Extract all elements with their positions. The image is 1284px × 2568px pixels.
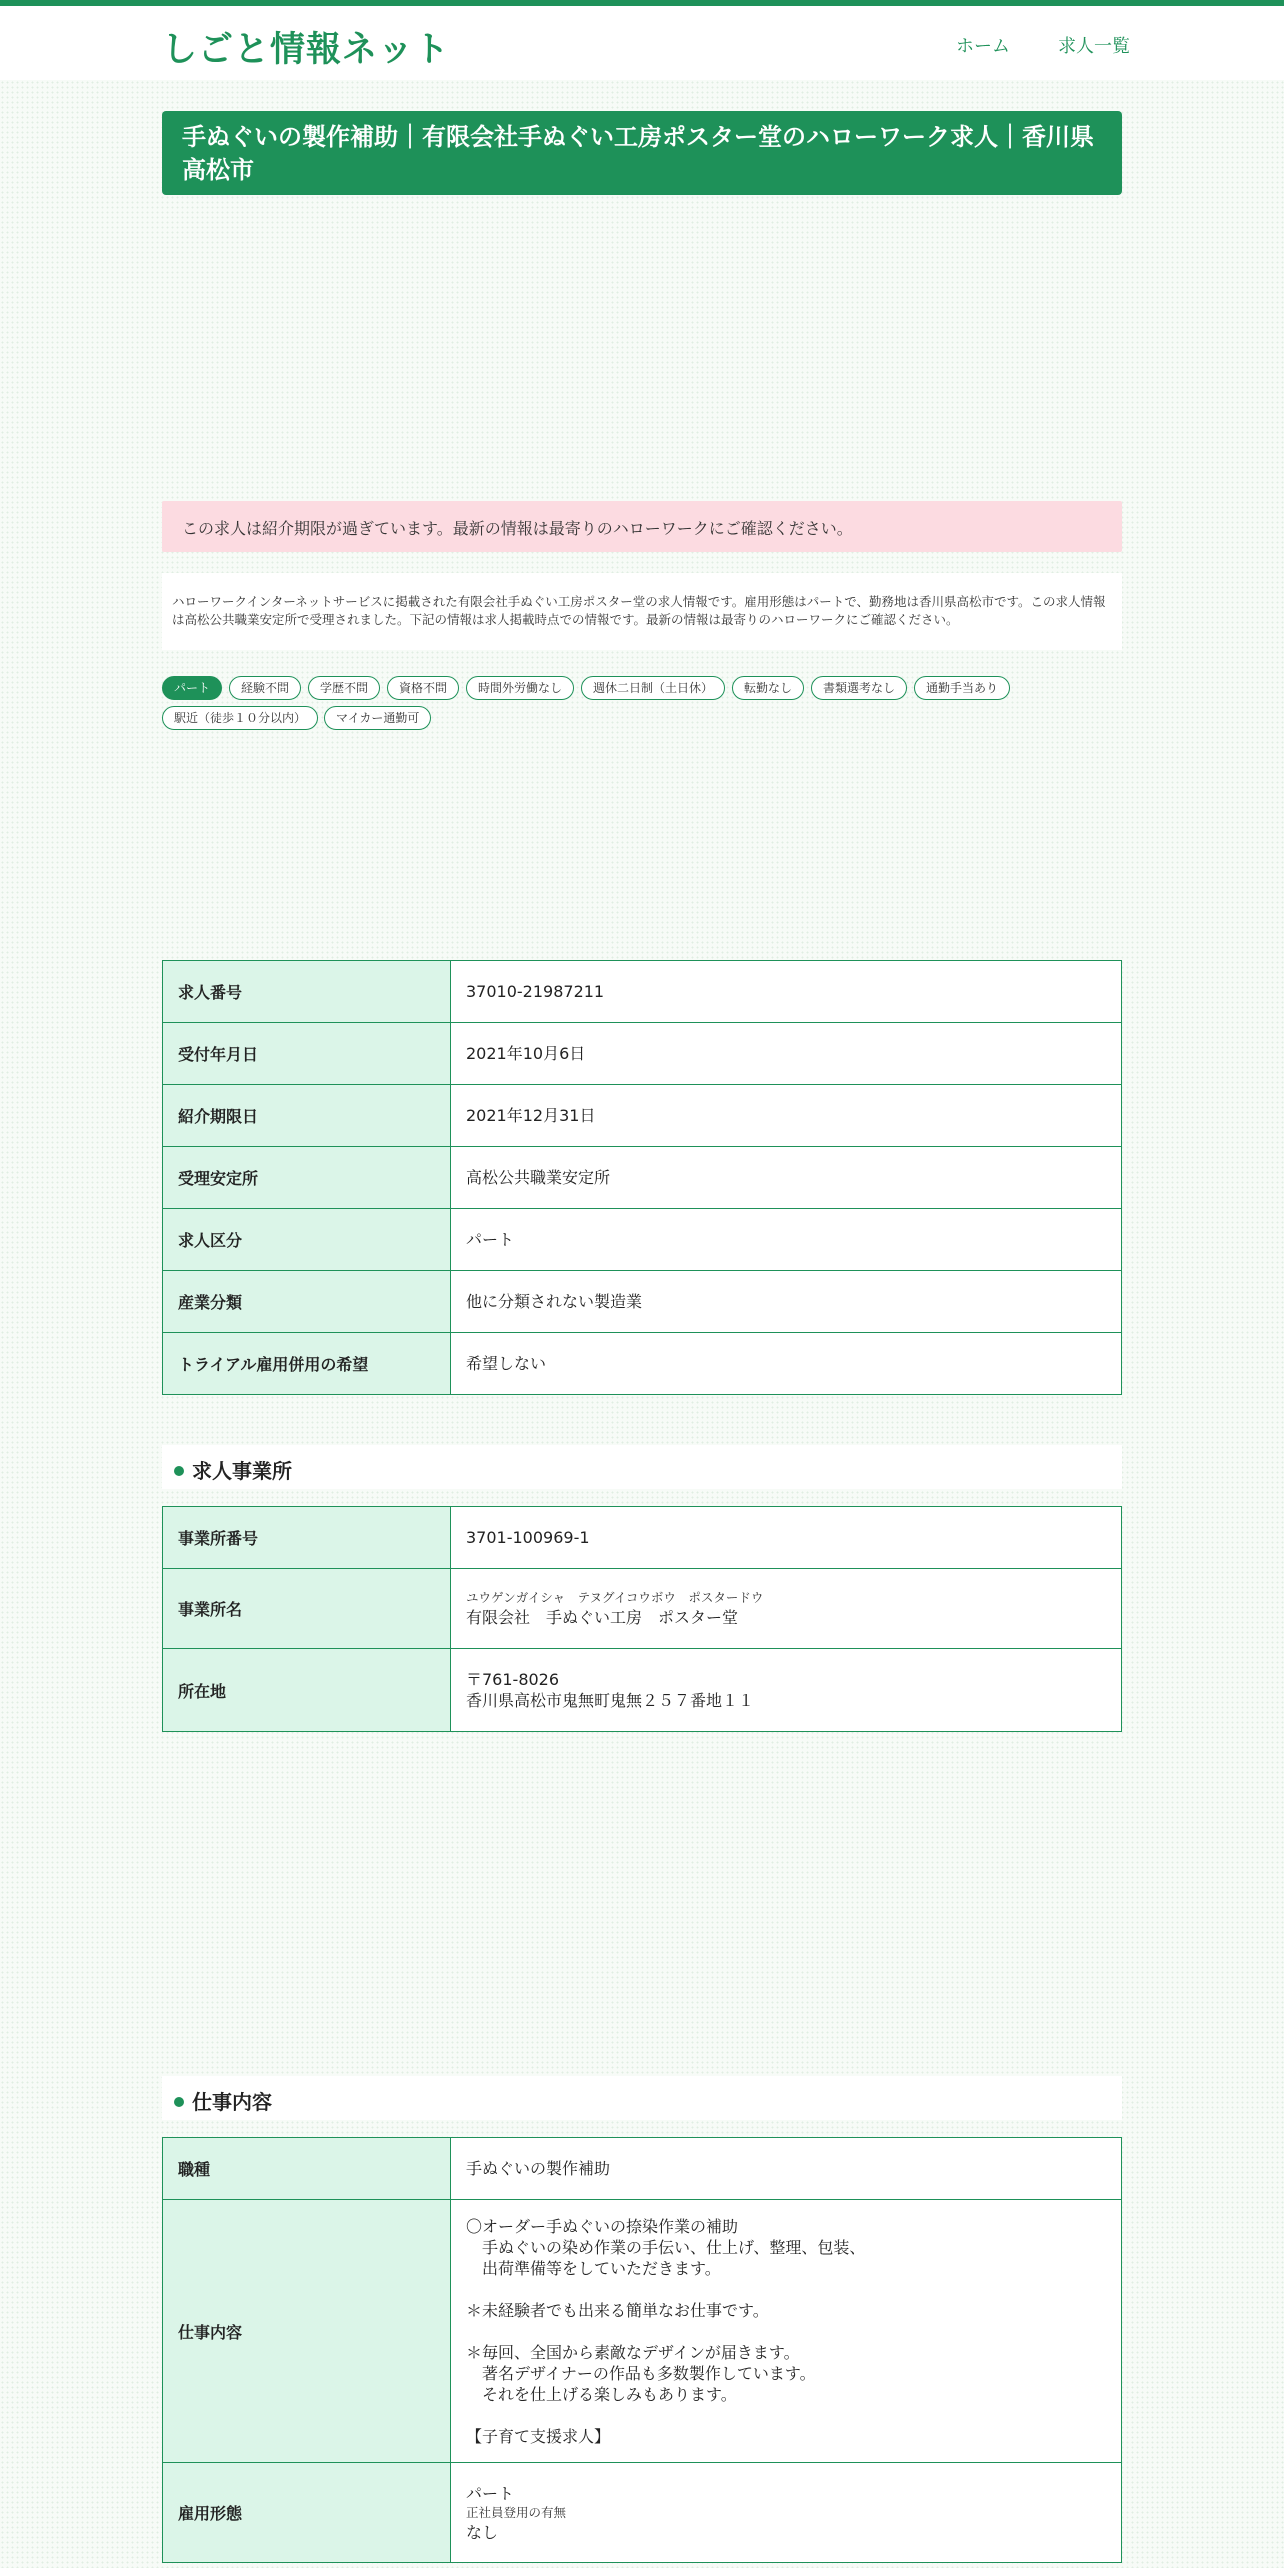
bullet-dot-icon (174, 2097, 184, 2107)
job-content: 〇オーダー手ぬぐいの捺染作業の補助 手ぬぐいの染め作業の手伝い、仕上げ、整理、包装、 出荷準備等をしていただきます。 ＊未経験者でも出来る簡単なお仕事です。 ＊毎回、全国から素敵なデザインが届きます。 著名デザイナーの作品も多数製作しています。 それを仕上げる楽しみもあります。 【子育て支援求人】 (466, 2216, 866, 2446)
regular-employment-label: 正社員登用の有無 (466, 2504, 567, 2520)
work-table (162, 2137, 1122, 2563)
row-label: 産業分類 (163, 1271, 451, 1333)
row-label: 受付年月日 (163, 1023, 451, 1085)
site-header (0, 6, 1284, 80)
office-name-kana: ユウゲンガイシャ テヌグイコウボウ ポスタードウ (466, 1590, 764, 1605)
table-row (163, 1569, 1122, 1649)
table-row (163, 1649, 1122, 1732)
office-section (162, 1506, 1122, 1732)
postal-code: 〒761-8026 (466, 1670, 560, 1689)
office-number: 3701-100969-1 (451, 1507, 1122, 1569)
tag-no-education[interactable]: 学歴不問 (308, 676, 380, 700)
table-row (163, 2200, 1122, 2463)
table-row (163, 1507, 1122, 1569)
office-address-cell (451, 1649, 1122, 1732)
row-value: パート (451, 1209, 1122, 1271)
office-address: 香川県高松市鬼無町鬼無２５７番地１１ (466, 1691, 755, 1710)
office-table (162, 1506, 1122, 1732)
tag-no-experience[interactable]: 経験不問 (229, 676, 301, 700)
row-label: 求人区分 (163, 1209, 451, 1271)
row-value: 2021年12月31日 (451, 1085, 1122, 1147)
table-row (163, 1023, 1122, 1085)
table-row (163, 2463, 1122, 2563)
basic-info-table (162, 960, 1122, 1395)
intro-text: ハローワークインターネットサービスに掲載された有限会社手ぬぐい工房ポスター堂の求人情報です。雇用形態はパートで、勤務地は香川県高松市です。この求人情報は高松公共職業安定所で受理されました。下記の情報は求人掲載時点での情報です。最新の情報は最寄りのハローワークにご確認ください。 (162, 573, 1122, 650)
tag-no-license[interactable]: 資格不問 (387, 676, 459, 700)
table-row (163, 1209, 1122, 1271)
tag-no-document-screening[interactable]: 書類選考なし (811, 676, 907, 700)
row-label: 仕事内容 (163, 2200, 451, 2463)
table-row (163, 2138, 1122, 2200)
site-logo-title[interactable]: しごと情報ネット (162, 30, 451, 70)
row-value: 37010-21987211 (451, 961, 1122, 1023)
employment-type: パート (466, 2483, 515, 2503)
table-row (163, 1147, 1122, 1209)
tag-car-commute[interactable]: マイカー通勤可 (324, 706, 431, 730)
expired-alert: この求人は紹介期限が過ぎています。最新の情報は最寄りのハローワークにご確認ください。 (162, 501, 1122, 552)
row-value: 2021年10月6日 (451, 1023, 1122, 1085)
work-section-title (162, 2076, 1122, 2120)
tag-part[interactable]: パート (162, 676, 222, 700)
nav-home-link[interactable]: ホーム (956, 36, 1010, 57)
office-name-cell (451, 1569, 1122, 1649)
office-section-title (162, 1445, 1122, 1489)
table-row (163, 1333, 1122, 1395)
page-title-box (162, 111, 1122, 195)
row-label: トライアル雇用併用の希望 (163, 1333, 451, 1395)
row-label: 職種 (163, 2138, 451, 2200)
row-label: 雇用形態 (163, 2463, 451, 2563)
tag-two-days-off[interactable]: 週休二日制（土日休） (581, 676, 725, 700)
bullet-dot-icon (174, 1466, 184, 1476)
row-value: 他に分類されない製造業 (451, 1271, 1122, 1333)
tag-no-overtime[interactable]: 時間外労働なし (466, 676, 574, 700)
employment-cell (451, 2463, 1122, 2563)
row-label: 事業所番号 (163, 1507, 451, 1569)
table-row (163, 1085, 1122, 1147)
basic-info-section (162, 960, 1122, 1395)
table-row (163, 961, 1122, 1023)
work-section (162, 2137, 1122, 2563)
tag-commute-allowance[interactable]: 通勤手当あり (914, 676, 1010, 700)
row-label: 求人番号 (163, 961, 451, 1023)
row-value: 高松公共職業安定所 (451, 1147, 1122, 1209)
row-label: 受理安定所 (163, 1147, 451, 1209)
row-value: 希望しない (451, 1333, 1122, 1395)
nav-job-list-link[interactable]: 求人一覧 (1058, 36, 1130, 57)
job-title: 手ぬぐいの製作補助 (451, 2138, 1122, 2200)
office-name: 有限会社 手ぬぐい工房 ポスター堂 (466, 1608, 739, 1627)
row-label: 事業所名 (163, 1569, 451, 1649)
table-row (163, 1271, 1122, 1333)
page-title: 手ぬぐいの製作補助｜有限会社手ぬぐい工房ポスター堂のハローワーク求人｜香川県高松市 (182, 123, 1094, 184)
section-title-text: 求人事業所 (192, 1459, 292, 1483)
tag-near-station[interactable]: 駅近（徒歩１０分以内） (162, 706, 318, 730)
job-content-cell (451, 2200, 1122, 2463)
section-title-text: 仕事内容 (192, 2090, 272, 2114)
tag-no-transfer[interactable]: 転勤なし (732, 676, 804, 700)
regular-employment-value: なし (466, 2522, 499, 2542)
row-label: 紹介期限日 (163, 1085, 451, 1147)
row-label: 所在地 (163, 1649, 451, 1732)
